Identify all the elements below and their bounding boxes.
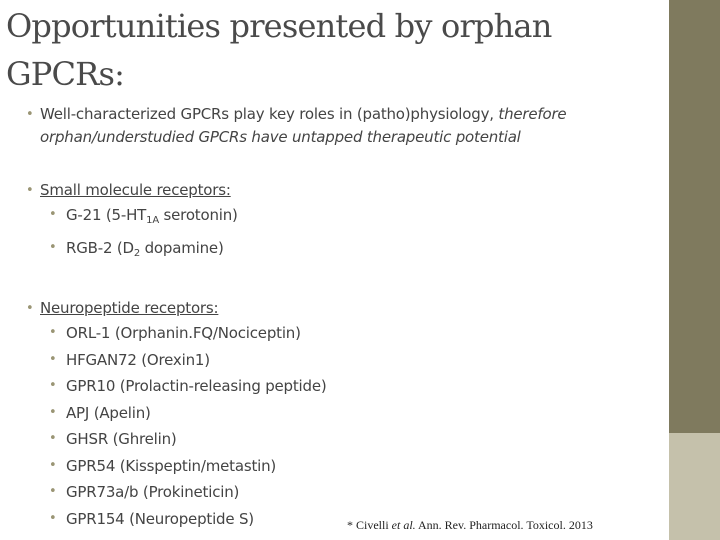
receptor-ligand: dopamine) bbox=[140, 238, 224, 257]
citation-italic: et al. bbox=[391, 518, 416, 532]
receptor-item: HFGAN72 (Orexin1) bbox=[66, 350, 210, 369]
receptor-item: GPR10 (Prolactin-releasing peptide) bbox=[66, 377, 327, 395]
bullet-icon: • bbox=[49, 207, 57, 222]
bullet-icon: • bbox=[49, 484, 57, 499]
receptor-item: GHSR (Ghrelin) bbox=[66, 430, 177, 448]
bullet-icon: • bbox=[49, 510, 57, 526]
bullet-icon: • bbox=[49, 378, 57, 393]
bullet-neuropeptide bbox=[26, 297, 656, 320]
receptor-subscript: 2 bbox=[133, 247, 141, 259]
receptor-item: GPR54 (Kisspeptin/metastin) bbox=[66, 456, 277, 475]
list-item bbox=[26, 347, 656, 374]
neuropeptide-heading: Neuropeptide receptors: bbox=[40, 299, 219, 317]
small-molecule-heading: Small molecule receptors: bbox=[40, 181, 231, 199]
bullet-icon: • bbox=[49, 404, 57, 420]
bullet-rationale bbox=[26, 103, 656, 149]
bullet-small-molecule bbox=[26, 179, 656, 202]
side-bar-block bbox=[669, 433, 720, 540]
rationale-text: Well-characterized GPCRs play key roles in (patho)physiology, bbox=[40, 105, 499, 123]
bullet-icon: • bbox=[26, 301, 34, 316]
bullet-icon: • bbox=[49, 457, 57, 473]
list-item bbox=[26, 453, 656, 480]
receptor-item: GPR154 (Neuropeptide S) bbox=[66, 509, 254, 528]
list-item bbox=[26, 479, 656, 506]
bullet-icon: • bbox=[49, 325, 57, 340]
list-item bbox=[26, 373, 656, 400]
citation bbox=[347, 518, 593, 533]
receptor-item: APJ (Apelin) bbox=[66, 403, 151, 422]
citation-suffix: Ann. Rev. Pharmacol. Toxicol. 2013 bbox=[415, 518, 593, 532]
list-item bbox=[26, 426, 656, 453]
slide-body bbox=[26, 103, 656, 532]
receptor-ligand: serotonin) bbox=[158, 206, 238, 224]
bullet-icon: • bbox=[26, 183, 34, 198]
receptor-subscript: 1A bbox=[146, 215, 159, 226]
receptor-name: RGB-2 (D bbox=[66, 238, 134, 257]
bullet-icon: • bbox=[49, 239, 57, 255]
list-item bbox=[26, 320, 656, 347]
receptor-name: G-21 (5-HT bbox=[66, 206, 147, 224]
list-item bbox=[26, 235, 656, 268]
bullet-icon: • bbox=[26, 107, 34, 122]
list-item bbox=[26, 400, 656, 427]
receptor-item: GPR73a/b (Prokineticin) bbox=[66, 483, 240, 501]
receptor-item: ORL-1 (Orphanin.FQ/Nociceptin) bbox=[66, 324, 301, 342]
bullet-icon: • bbox=[49, 431, 57, 446]
slide-title: Opportunities presented by orphan GPCRs: bbox=[6, 7, 552, 93]
citation-prefix: * Civelli bbox=[347, 518, 392, 532]
rationale-italic: therefore orphan/understudied GPCRs have untapped therapeutic potential bbox=[40, 105, 567, 146]
bullet-icon: • bbox=[49, 351, 57, 367]
list-item bbox=[26, 202, 656, 235]
